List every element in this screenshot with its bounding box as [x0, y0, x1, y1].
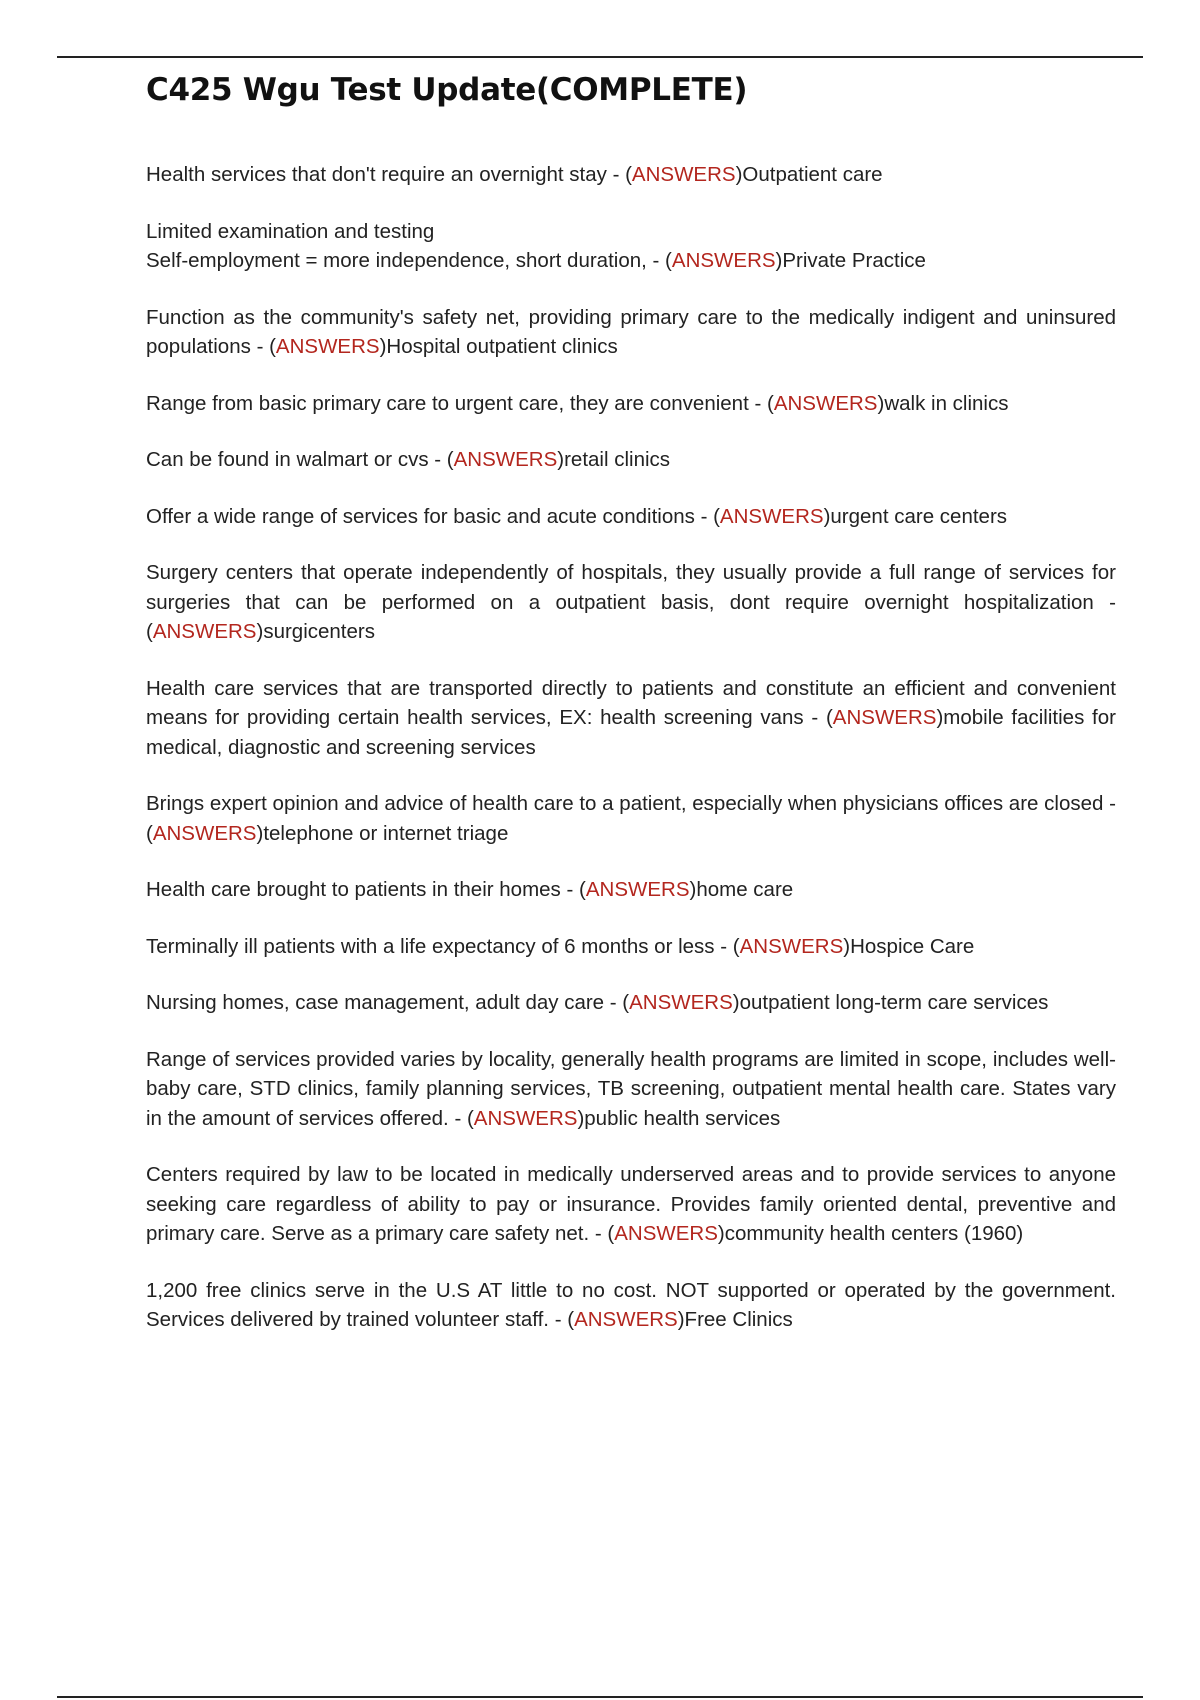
question-text: Limited examination and testing Self-employment = more independence, short duration,	[146, 219, 647, 272]
question-text: Nursing homes, case management, adult day care	[146, 991, 605, 1014]
question-text: Surgery centers that operate independently of hospitals, they usually provide a full range of services for surgeries that can be performed on a outpatient basis, dont require overnight hospitalization	[146, 561, 1116, 614]
close-paren: )	[379, 335, 387, 358]
answer-text: Free Clinics	[684, 1308, 793, 1331]
answer-text: urgent care centers	[830, 504, 1008, 528]
answers-tag: ANSWERS	[629, 991, 733, 1014]
separator: - (	[604, 991, 630, 1014]
answer-text: outpatient long-term care services	[739, 991, 1049, 1014]
close-paren: )	[823, 504, 831, 528]
answers-tag: ANSWERS	[152, 620, 257, 643]
question-text: Can be found in walmart or cvs	[146, 448, 429, 471]
question-text: 1,200 free clinics serve in the U.S AT little to no cost. NOT supported or operated by the government. Services delivered by trained volunteer staff.	[146, 1278, 1116, 1331]
answers-tag: ANSWERS	[473, 1106, 578, 1130]
answers-tag: ANSWERS	[773, 391, 878, 415]
qa-item	[146, 789, 1116, 848]
question-text: Health services that don't require an overnight stay	[146, 163, 607, 186]
qa-item	[146, 1276, 1116, 1335]
separator: - (	[803, 706, 833, 729]
separator: - (	[250, 335, 276, 358]
close-paren: )	[843, 934, 851, 958]
close-paren: )	[256, 821, 264, 845]
answers-tag: ANSWERS	[152, 821, 257, 845]
separator: - (	[560, 878, 586, 901]
answer-text: walk in clinics	[884, 391, 1009, 415]
qa-item	[146, 217, 1116, 276]
qa-item	[146, 502, 1116, 532]
answer-text: surgicenters	[263, 620, 375, 643]
close-paren: )	[577, 1106, 585, 1130]
answers-tag: ANSWERS	[631, 163, 736, 186]
question-text: Brings expert opinion and advice of health care to a patient, especially when physicians offices are closed	[146, 792, 1104, 815]
close-paren: )	[717, 1222, 725, 1245]
separator: - (	[146, 590, 1116, 643]
separator: - (	[694, 504, 720, 528]
page-title: C425 Wgu Test Update(COMPLETE)	[146, 72, 748, 108]
question-text: Centers required by law to be located in medically underserved areas and to provide services to anyone seeking care regardless of ability to pay or insurance. Provides family oriented dental, preventive and primary care. Serve as a primary care safety net.	[146, 1163, 1116, 1245]
close-paren: )	[732, 991, 740, 1014]
qa-item	[146, 932, 1116, 962]
answers-tag: ANSWERS	[671, 249, 776, 272]
answers-tag: ANSWERS	[453, 448, 558, 471]
close-paren: )	[936, 706, 944, 729]
separator: - (	[589, 1222, 615, 1245]
answer-text: Outpatient care	[742, 163, 883, 186]
answers-tag: ANSWERS	[832, 706, 937, 729]
close-paren: )	[677, 1308, 685, 1331]
question-text: Health care brought to patients in their homes	[146, 878, 561, 901]
answer-text: public health services	[584, 1106, 781, 1130]
separator: - (	[549, 1308, 575, 1331]
qa-item	[146, 1045, 1116, 1134]
qa-item	[146, 875, 1116, 905]
close-paren: )	[877, 391, 885, 415]
separator: - (	[646, 249, 672, 272]
separator: - (	[428, 448, 454, 471]
question-text: Range of services provided varies by locality, generally health programs are limited in scope, includes well-baby care, STD clinics, family planning services, TB screening, outpatient mental health care. States vary in the amount of services offered.	[146, 1047, 1116, 1130]
answer-text: community health centers (1960)	[724, 1222, 1024, 1245]
answer-text: Hospice Care	[850, 934, 975, 958]
qa-item	[146, 303, 1116, 362]
close-paren: )	[689, 878, 697, 901]
separator: - (	[146, 792, 1116, 845]
answers-tag: ANSWERS	[275, 335, 380, 358]
qa-item	[146, 160, 1116, 190]
bottom-rule	[57, 1696, 1143, 1698]
question-text: Health care services that are transported directly to patients and constitute an efficient and convenient means for providing certain health services, EX: health screening vans	[146, 676, 1116, 729]
qa-item	[146, 988, 1116, 1018]
qa-item	[146, 1160, 1116, 1249]
separator: - (	[606, 163, 632, 186]
answer-text: home care	[696, 878, 794, 901]
answer-text: telephone or internet triage	[263, 821, 509, 845]
question-text: Function as the community's safety net, providing primary care to the medically indigent and uninsured populations	[146, 305, 1116, 358]
answers-tag: ANSWERS	[585, 878, 690, 901]
question-text: Range from basic primary care to urgent care, they are convenient	[146, 391, 749, 415]
separator: - (	[748, 391, 774, 415]
answer-text: retail clinics	[564, 448, 671, 471]
close-paren: )	[735, 163, 743, 186]
separator: - (	[714, 934, 740, 958]
qa-item	[146, 389, 1116, 419]
top-rule	[57, 56, 1143, 58]
question-text: Terminally ill patients with a life expectancy of 6 months or less	[146, 934, 715, 958]
qa-item	[146, 674, 1116, 763]
question-text: Offer a wide range of services for basic and acute conditions	[146, 504, 695, 528]
answers-tag: ANSWERS	[574, 1308, 678, 1331]
close-paren: )	[256, 620, 264, 643]
close-paren: )	[775, 249, 783, 272]
answer-text: Private Practice	[782, 249, 926, 272]
answers-tag: ANSWERS	[614, 1222, 718, 1245]
answers-tag: ANSWERS	[739, 934, 844, 958]
answers-tag: ANSWERS	[719, 504, 824, 528]
answer-text: mobile facilities for medical, diagnostic and screening services	[146, 706, 1116, 759]
qa-item	[146, 558, 1116, 647]
close-paren: )	[557, 448, 565, 471]
answer-text: Hospital outpatient clinics	[386, 335, 618, 358]
qa-item	[146, 445, 1116, 475]
qa-list	[146, 160, 1116, 1362]
separator: - (	[448, 1106, 474, 1130]
